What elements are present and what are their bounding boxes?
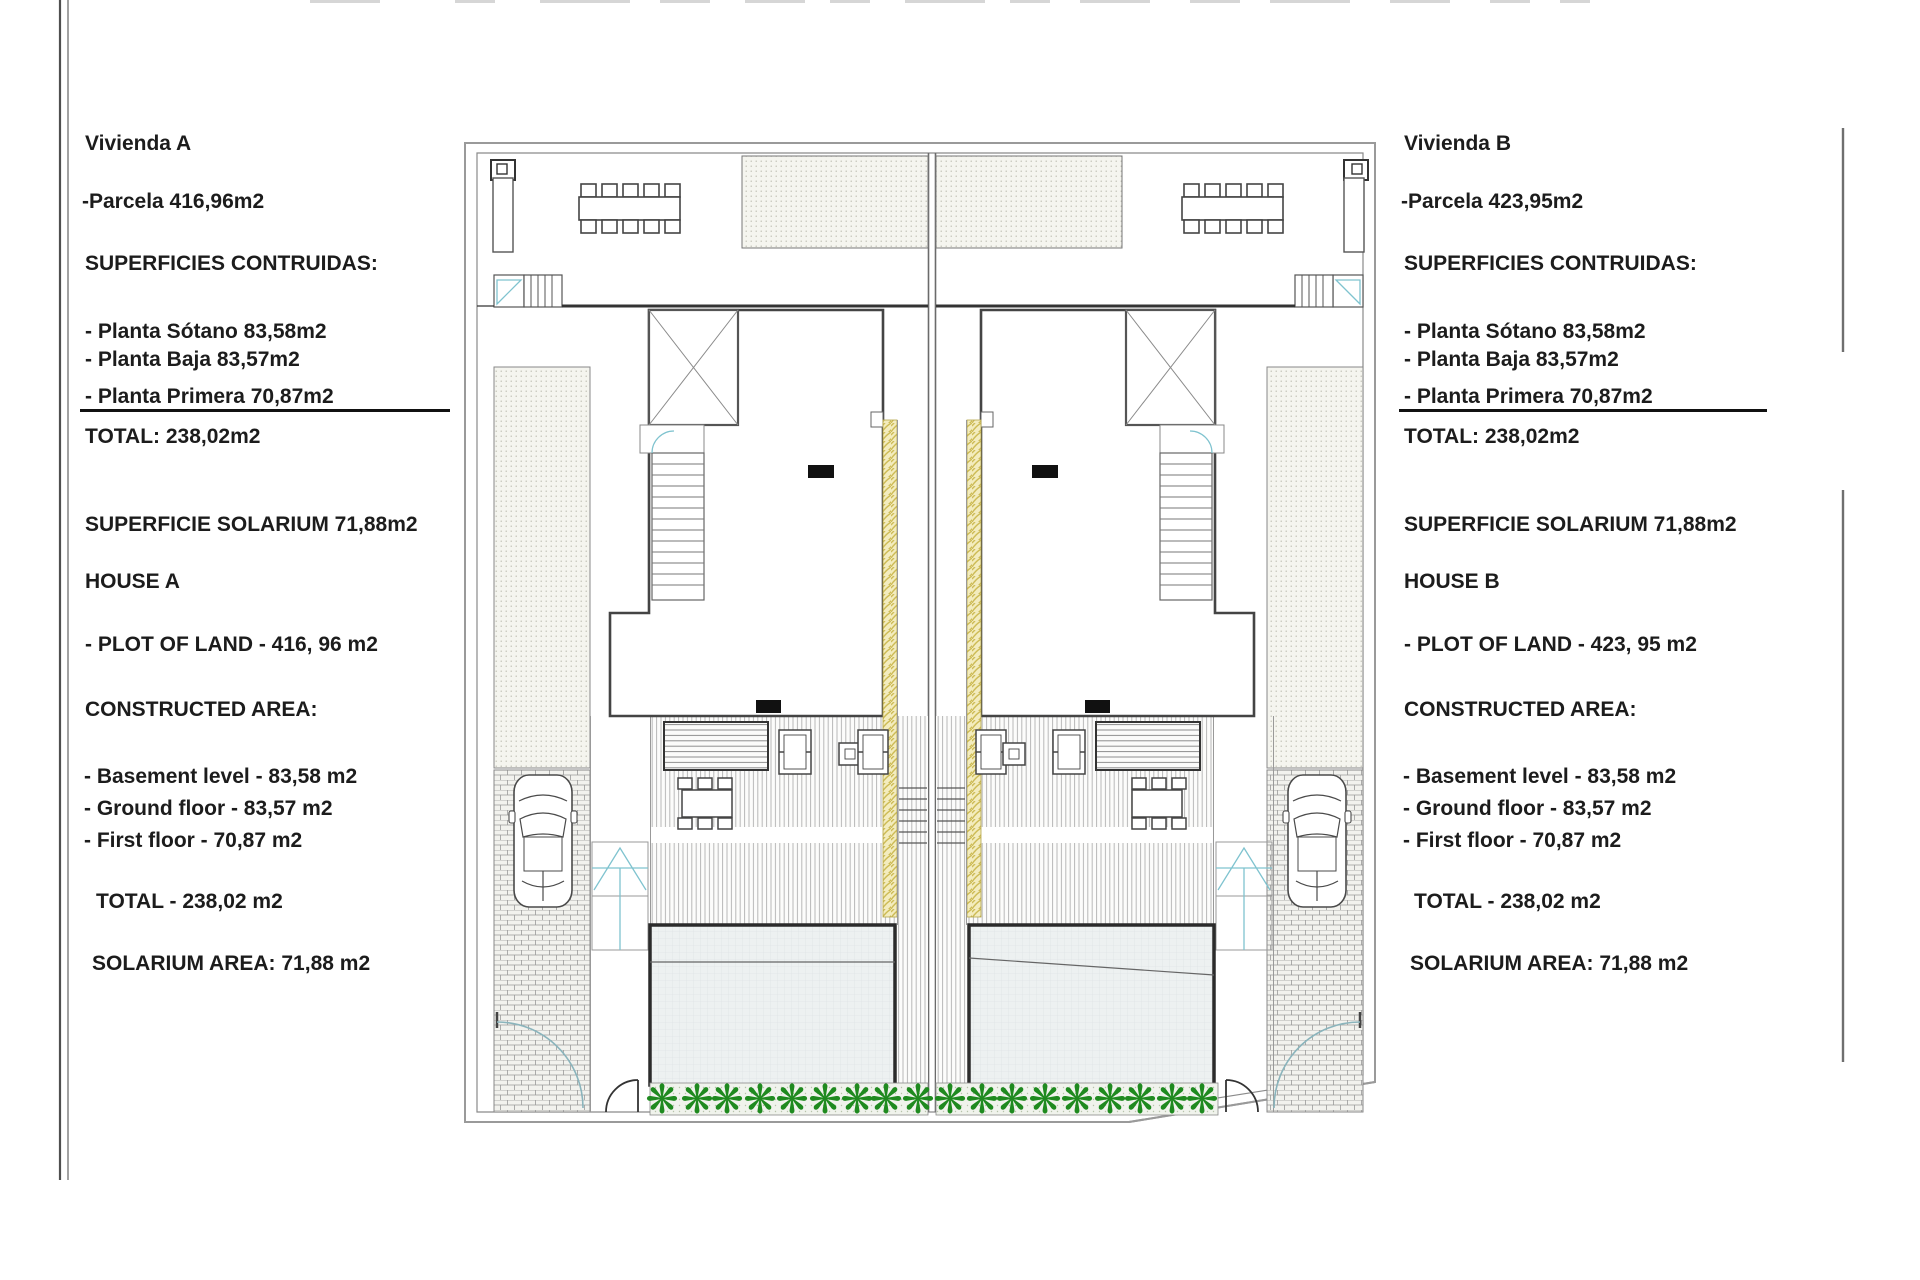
bush-icon: ❋ (1123, 1077, 1157, 1123)
entrance-canopy-house-b (1216, 842, 1272, 950)
house-b-house-label: HOUSE B (1404, 570, 1500, 593)
bush-icon: ❋ (1093, 1077, 1127, 1123)
interior-stairs-house-a (652, 431, 704, 600)
terrace-stairs-house-b (1295, 275, 1363, 307)
house-a-solarium-en: SOLARIUM AREA: 71,88 m2 (92, 952, 371, 975)
bush-icon: ❋ (743, 1077, 777, 1123)
pergola-house-b (1096, 722, 1200, 770)
bush-icon: ❋ (680, 1077, 714, 1123)
house-a-title: Vivienda A (85, 132, 192, 155)
parked-car-house-a (509, 775, 577, 907)
bush-icon: ❋ (710, 1077, 744, 1123)
cropped-sheet-edge-marks (310, 0, 1590, 3)
house-a-parcela: -Parcela 416,96m2 (82, 190, 265, 213)
bush-icon: ❋ (933, 1077, 967, 1123)
house-b-solarium-es: SUPERFICIE SOLARIUM 71,88m2 (1404, 513, 1737, 536)
house-b-basement: - Basement level - 83,58 m2 (1403, 765, 1677, 788)
bush-icon: ❋ (869, 1077, 903, 1123)
bush-icon: ❋ (775, 1077, 809, 1123)
solarium-table-house-b (1182, 184, 1283, 233)
room-tag (808, 465, 834, 478)
room-tag (1032, 465, 1058, 478)
terrace-dotted-areas (742, 156, 1122, 248)
hedge-bushes (645, 1077, 1219, 1123)
parked-car-house-b (1283, 775, 1351, 907)
house-a-first: - First floor - 70,87 m2 (84, 829, 303, 852)
bush-icon: ❋ (808, 1077, 842, 1123)
bush-icon: ❋ (645, 1077, 679, 1123)
page-border-left (60, 0, 68, 1180)
house-a-plot-of-land: - PLOT OF LAND - 416, 96 m2 (85, 633, 378, 656)
house-a-ground: - Ground floor - 83,57 m2 (84, 797, 333, 820)
party-wall-insulation (883, 420, 981, 925)
house-a-superficies-heading: SUPERFICIES CONTRUIDAS: (85, 252, 378, 275)
interior-stairs-house-b (1160, 431, 1212, 600)
pool-house-a (650, 925, 895, 1085)
house-a-constructed-heading: CONSTRUCTED AREA: (85, 698, 318, 721)
house-b-title: Vivienda B (1404, 132, 1511, 155)
pedestrian-gate-house-a (606, 1080, 638, 1112)
bush-icon: ❋ (840, 1077, 874, 1123)
party-wall-divider (929, 153, 936, 1112)
house-b-constructed-heading: CONSTRUCTED AREA: (1404, 698, 1637, 721)
house-a-total-es: TOTAL: 238,02m2 (85, 425, 261, 448)
pool-house-b (969, 925, 1214, 1085)
house-b-planta-baja: - Planta Baja 83,57m2 (1404, 348, 1619, 371)
house-b-total-en: TOTAL - 238,02 m2 (1414, 890, 1601, 913)
house-a-planta-primera: - Planta Primera 70,87m2 (85, 385, 334, 408)
house-a-planta-sotano: - Planta Sótano 83,58m2 (85, 320, 327, 343)
corner-door-house-b (1344, 160, 1368, 252)
house-b-total-es: TOTAL: 238,02m2 (1404, 425, 1580, 448)
entrance-canopy-house-a (592, 842, 648, 950)
dining-set-house-a (678, 778, 732, 829)
house-a-planta-baja: - Planta Baja 83,57m2 (85, 348, 300, 371)
house-b-parcela: -Parcela 423,95m2 (1401, 190, 1584, 213)
room-tag (756, 700, 781, 713)
house-a-total-en: TOTAL - 238,02 m2 (96, 890, 283, 913)
solarium-table-house-a (579, 184, 680, 233)
house-b-superficies-heading: SUPERFICIES CONTRUIDAS: (1404, 252, 1697, 275)
house-b-ground: - Ground floor - 83,57 m2 (1403, 797, 1652, 820)
building-house-b (981, 310, 1254, 716)
bush-icon: ❋ (1185, 1077, 1219, 1123)
bush-icon: ❋ (1155, 1077, 1189, 1123)
building-house-a (610, 310, 883, 716)
bush-icon: ❋ (901, 1077, 935, 1123)
house-b-solarium-en: SOLARIUM AREA: 71,88 m2 (1410, 952, 1689, 975)
bush-icon: ❋ (995, 1077, 1029, 1123)
house-a-solarium-es: SUPERFICIE SOLARIUM 71,88m2 (85, 513, 418, 536)
dining-set-house-b (1132, 778, 1186, 829)
house-b-plot-of-land: - PLOT OF LAND - 423, 95 m2 (1404, 633, 1697, 656)
house-a-house-label: HOUSE A (85, 570, 180, 593)
corner-door-house-a (491, 160, 515, 252)
house-b-first: - First floor - 70,87 m2 (1403, 829, 1622, 852)
room-tag (1085, 700, 1110, 713)
bush-icon: ❋ (1028, 1077, 1062, 1123)
bush-icon: ❋ (1060, 1077, 1094, 1123)
house-b-planta-primera: - Planta Primera 70,87m2 (1404, 385, 1653, 408)
terrace-stairs-house-a (494, 275, 562, 307)
house-b-planta-sotano: - Planta Sótano 83,58m2 (1404, 320, 1646, 343)
pergola-house-a (664, 722, 768, 770)
house-a-basement: - Basement level - 83,58 m2 (84, 765, 358, 788)
bush-icon: ❋ (965, 1077, 999, 1123)
